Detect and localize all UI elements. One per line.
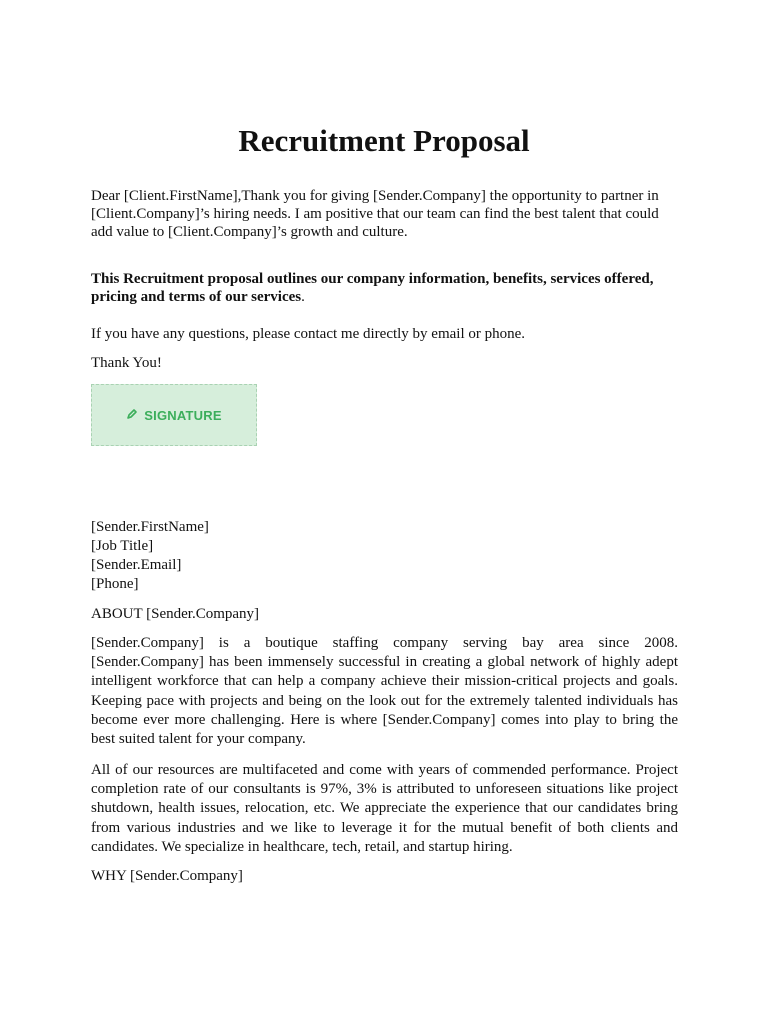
summary-paragraph xyxy=(91,270,678,306)
pen-icon xyxy=(126,408,138,423)
sender-phone: [Phone] xyxy=(91,576,139,592)
about-paragraph-1: [Sender.Company] is a boutique staffing company serving bay area since 2008. [Sender.Company] has been immensely successful in creating a global network of highly adept intelligent workforce that can help a company achieve their mission-critical projects and goals. Keeping pace with projects and being on the look out for the extremely talented individuals has become ever more challenging. Here is where [Sender.Company] comes into play to bring the best suited talent for your company. xyxy=(91,635,678,748)
about-heading: ABOUT [Sender.Company] xyxy=(91,606,260,622)
contact-paragraph: If you have any questions, please contact me directly by email or phone. xyxy=(91,326,526,342)
thanks-line: Thank You! xyxy=(91,355,162,371)
sender-job-title: [Job Title] xyxy=(91,538,154,554)
sender-first-name: [Sender.FirstName] xyxy=(91,519,209,535)
about-paragraph-2: All of our resources are multifaceted and come with years of commended performance. Project completion rate of our consultants is 97%, 3% is attributed to unforeseen situations like project shutdown, health issues, relocation, etc. We appreciate the experience that our candidates bring from various industries and we like to leverage it for the mutual benefit of both clients and candidates. We specialize in healthcare, tech, retail, and startup hiring. xyxy=(91,762,678,855)
sender-block xyxy=(91,518,678,594)
signature-label: SIGNATURE xyxy=(144,407,222,423)
greeting-paragraph: Dear [Client.FirstName],Thank you for giving [Sender.Company] the opportunity to partner in [Client.Company]’s hiring needs. I am positive that our team can find the best talent that could add value to [Client.Company]’s growth and culture. xyxy=(91,188,659,240)
why-heading: WHY [Sender.Company] xyxy=(91,868,243,884)
signature-placeholder xyxy=(126,408,221,423)
summary-period: . xyxy=(301,289,305,305)
signature-field[interactable] xyxy=(91,384,257,446)
sender-email: [Sender.Email] xyxy=(91,557,182,573)
page-title: Recruitment Proposal xyxy=(238,123,530,158)
summary-text: This Recruitment proposal outlines our company information, benefits, services offered, pricing and terms of our services xyxy=(91,271,654,305)
